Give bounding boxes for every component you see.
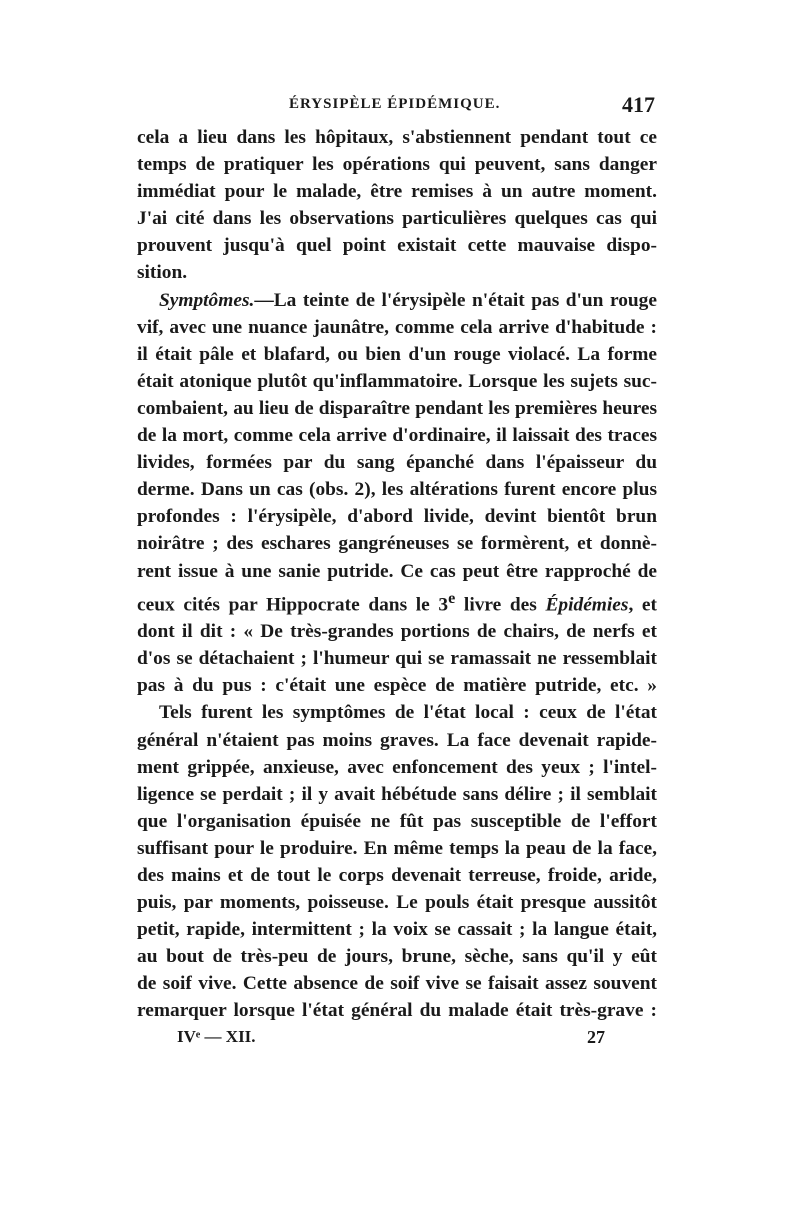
text-line: que l'organisation épuisée ne fût pas susceptible de l'effort	[137, 810, 657, 832]
signature-mark: IVᵉ — XII.	[177, 1026, 256, 1046]
text-line: remarquer lorsque l'état général du malade était très-grave :	[137, 1000, 657, 1022]
paragraph-1	[137, 124, 657, 287]
book-title: Épidémies	[545, 594, 629, 616]
text-line: prouvent jusqu'à quel point existait cette mauvaise dispo-	[137, 235, 657, 257]
text-line: de la mort, comme cela arrive d'ordinaire, il laissait des traces	[137, 425, 657, 447]
text-line: ligence se perdait ; il y avait hébétude sans délire ; il semblait	[137, 783, 657, 805]
page-header	[137, 92, 657, 124]
text-line	[137, 585, 657, 619]
text-line: pas à du pus : c'était une espèce de matière putride, etc. »	[137, 675, 657, 697]
text-line: des mains et de tout le corps devenait terreuse, froide, aride,	[137, 865, 657, 886]
text-line: combaient, au lieu de disparaître pendant les premières heures	[137, 397, 657, 419]
text-line: d'os se détachaient ; l'humeur qui se ramassait ne ressemblait	[137, 648, 657, 670]
text-line: général n'étaient pas moins graves. La face devenait rapide-	[137, 729, 657, 751]
text-line	[137, 287, 657, 314]
page-number: 417	[622, 92, 655, 117]
heading-continuation: —La teinte de l'érysipèle n'était pas d'un rouge	[254, 289, 657, 311]
text-line: ment grippée, anxieuse, avec enfoncement des yeux ; l'intel-	[137, 756, 657, 778]
section-heading: Symptômes.	[159, 289, 255, 311]
text-line: puis, par moments, poisseuse. Le pouls était presque aussitôt	[137, 892, 657, 914]
hippocrate-text-after: , et	[628, 594, 657, 616]
paragraph-3	[137, 699, 657, 1024]
paragraph-2	[137, 287, 657, 700]
hippocrate-text-mid: livre des	[455, 594, 546, 616]
text-line: noirâtre ; des eschares gangréneuses se formèrent, et donnè-	[137, 533, 657, 555]
text-line: vif, avec une nuance jaunâtre, comme cela arrive d'habitude :	[137, 316, 657, 338]
sheet-number: 27	[587, 1026, 605, 1047]
text-line: Tels furent les symptômes de l'état local : ceux de l'état	[159, 702, 657, 724]
text-line: profondes : l'érysipèle, d'abord livide, devint bientôt brun	[137, 506, 657, 528]
text-line: au bout de très-peu de jours, brune, sèche, sans qu'il y eût	[137, 946, 657, 968]
superscript: e	[448, 589, 456, 607]
text-line: temps de pratiquer les opérations qui peuvent, sans danger	[137, 154, 657, 176]
text-line: livides, formées par du sang épanché dans l'épaisseur du	[137, 452, 657, 474]
text-line: dont il dit : « De très-grandes portions de chairs, de nerfs et	[137, 621, 657, 643]
running-title: ÉRYSIPÈLE ÉPIDÉMIQUE.	[289, 96, 501, 112]
text-line: derme. Dans un cas (obs. 2), les altérations furent encore plus	[137, 479, 657, 501]
text-line: il était pâle et blafard, ou bien d'un rouge violacé. La forme	[137, 343, 657, 365]
page-footer	[137, 1027, 657, 1057]
text-line: était atonique plutôt qu'inflammatoire. Lorsque les sujets suc-	[137, 370, 657, 392]
text-line: cela a lieu dans les hôpitaux, s'abstiennent pendant tout ce	[137, 127, 657, 148]
text-line: rent issue à une sanie putride. Ce cas peut être rapproché de	[137, 560, 657, 582]
text-line: petit, rapide, intermittent ; la voix se cassait ; la langue était,	[137, 919, 657, 941]
text-line: immédiat pour le malade, être remises à un autre moment.	[137, 181, 657, 203]
body-text	[137, 124, 657, 1025]
hippocrate-text: ceux cités par Hippocrate dans le 3	[137, 594, 449, 616]
text-line: sition.	[137, 262, 188, 284]
text-line: suffisant pour le produire. En même temps la peau de la face,	[137, 837, 657, 859]
text-line: de soif vive. Cette absence de soif vive se faisait assez souvent	[137, 973, 657, 995]
text-line: J'ai cité dans les observations particulières quelques cas qui	[137, 208, 657, 230]
book-page	[137, 92, 657, 1057]
